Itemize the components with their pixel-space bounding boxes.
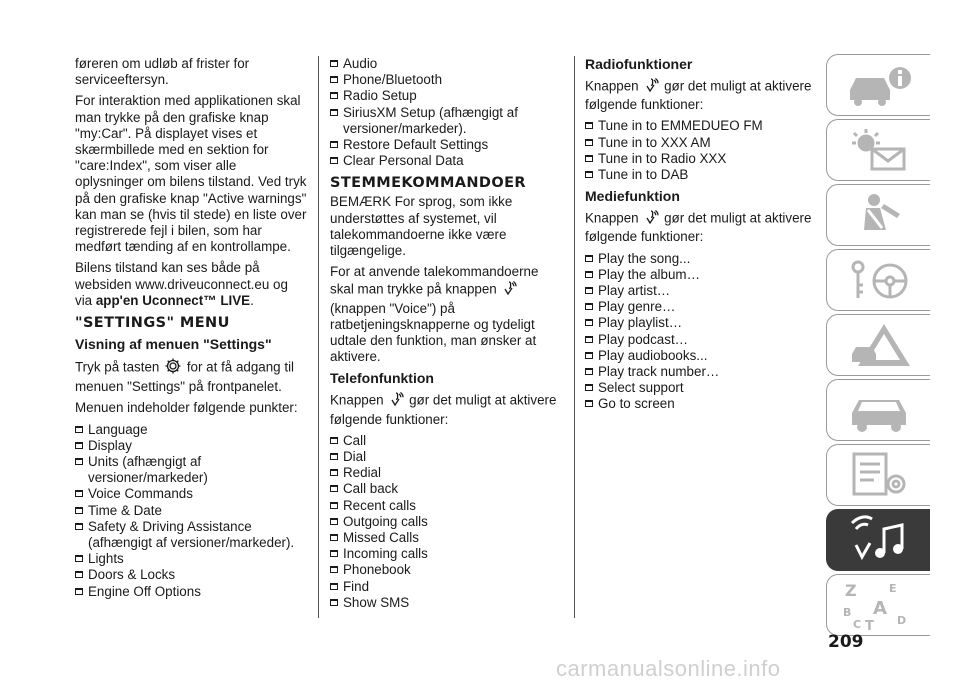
chapter-tab-car-info[interactable] <box>826 54 930 116</box>
bullet-icon <box>330 502 338 509</box>
list-item-text: Play genre… <box>598 299 676 315</box>
list-item <box>75 454 307 486</box>
bullet-icon <box>75 555 83 562</box>
car-info-icon <box>844 60 914 110</box>
bullet-icon <box>585 287 593 294</box>
list-item <box>585 267 815 283</box>
paragraph: BEMÆRK For sprog, som ikke understøttes af systemet, vil talekommandoerne ikke være tilgængelige. <box>330 194 513 259</box>
radio-function-list <box>585 118 815 183</box>
sub-heading: Mediefunktion <box>585 188 680 205</box>
column-1 <box>75 56 307 605</box>
paragraph-text: For at anvende talekommandoerne skal man trykke på knappen <box>330 264 539 298</box>
paragraph-text: Knappen <box>585 210 639 226</box>
list-item <box>585 348 815 364</box>
index-letter: T <box>864 619 874 632</box>
list-item-text: SiriusXM Setup (afhængigt af versioner/markeder). <box>343 104 518 136</box>
paragraph: Menuen indeholder følgende punkter: <box>75 400 298 416</box>
list-item <box>75 567 307 583</box>
list-item-text: Lights <box>88 551 124 567</box>
bullet-icon <box>330 599 338 606</box>
bullet-icon <box>585 400 593 407</box>
list-item <box>75 438 307 454</box>
list-item-text: Play the song... <box>598 250 691 266</box>
voice-button-icon <box>643 77 659 97</box>
chapter-tab-warning-lights[interactable] <box>826 119 930 181</box>
list-item <box>330 105 564 137</box>
key-steering-wheel-icon <box>844 255 914 305</box>
paragraph-text: (knappen "Voice") på ratbetjeningsknapperne og tydeligt udtale den funktion, man ønsker at aktivere. <box>330 300 537 365</box>
bullet-icon <box>330 550 338 557</box>
settings-gear-icon <box>164 357 182 379</box>
bullet-icon <box>75 523 83 530</box>
bullet-icon <box>330 141 338 148</box>
paragraph <box>585 77 815 113</box>
list-item <box>585 251 815 267</box>
list-item-text: Play podcast… <box>598 331 689 347</box>
car-service-icon <box>844 385 914 435</box>
bullet-icon <box>75 490 83 497</box>
warning-light-message-icon <box>844 125 914 175</box>
bullet-icon <box>330 109 338 116</box>
list-item-text: Incoming calls <box>343 546 428 562</box>
list-item <box>585 332 815 348</box>
list-item-text: Select support <box>598 380 684 396</box>
list-item-text: Language <box>88 421 148 437</box>
paragraph-text: Knappen <box>330 393 384 409</box>
list-item <box>330 595 564 611</box>
list-item-text: Play playlist… <box>598 315 683 331</box>
list-item-text: Time & Date <box>88 502 162 518</box>
bullet-icon <box>585 303 593 310</box>
paragraph-text: Tryk på tasten <box>75 359 160 375</box>
sub-heading: Visning af menuen "Settings" <box>75 336 272 353</box>
list-item-text: Play the album… <box>598 266 700 282</box>
column-2 <box>330 56 564 616</box>
list-item-text: Call <box>343 432 367 448</box>
section-heading: STEMMEKOMMANDOER <box>330 175 526 192</box>
bullet-icon <box>585 384 593 391</box>
list-item <box>585 364 815 380</box>
index-letter: C <box>852 618 861 631</box>
index-letter: A <box>872 598 887 619</box>
list-item <box>330 137 564 153</box>
bullet-icon <box>585 139 593 146</box>
paragraph-text: Bilens tilstand kan ses både på websiden www.driveuconnect.eu og via <box>75 260 288 308</box>
list-item <box>585 283 815 299</box>
alphabetical-index-icon <box>839 578 919 632</box>
list-item-text: Display <box>88 437 132 453</box>
list-item-text: Phone/Bluetooth <box>343 72 443 88</box>
seatbelt-airbag-icon <box>844 190 914 240</box>
list-item-text: Engine Off Options <box>88 583 201 599</box>
bullet-icon <box>330 60 338 67</box>
chapter-tab-multimedia[interactable] <box>826 509 930 571</box>
list-item-text: Play track number… <box>598 364 720 380</box>
phone-function-list <box>330 433 564 611</box>
list-item <box>585 380 815 396</box>
list-item <box>75 584 307 600</box>
sub-heading: Radiofunktioner <box>585 56 693 72</box>
chapter-tab-starting[interactable] <box>826 249 930 311</box>
media-function-list <box>585 251 815 413</box>
bullet-icon <box>585 319 593 326</box>
bullet-icon <box>75 507 83 514</box>
index-letter: D <box>896 614 906 627</box>
list-item <box>330 498 564 514</box>
list-item <box>75 503 307 519</box>
list-item <box>585 135 815 151</box>
list-item <box>330 579 564 595</box>
bullet-icon <box>585 368 593 375</box>
column-3 <box>585 56 815 418</box>
bullet-icon <box>330 469 338 476</box>
bullet-icon <box>330 518 338 525</box>
multimedia-note-icon <box>844 515 914 565</box>
list-item <box>585 151 815 167</box>
bullet-icon <box>75 442 83 449</box>
list-item-text: Tune in to XXX AM <box>598 134 711 150</box>
chapter-tab-maintenance[interactable] <box>826 379 930 441</box>
paragraph-text: for at få adgang til menuen "Settings" på frontpanelet. <box>75 359 295 395</box>
list-item-text: Play artist… <box>598 283 671 299</box>
list-item-text: Outgoing calls <box>343 513 428 529</box>
list-item <box>330 514 564 530</box>
bullet-icon <box>585 171 593 178</box>
list-item-text: Play audiobooks... <box>598 347 708 363</box>
bullet-icon <box>330 76 338 83</box>
list-item-text: Redial <box>343 465 381 481</box>
voice-button-icon <box>388 391 404 411</box>
paragraph <box>330 264 564 365</box>
list-item <box>330 465 564 481</box>
list-item <box>330 449 564 465</box>
list-item-text: Audio <box>343 56 378 71</box>
bullet-icon <box>585 122 593 129</box>
bullet-icon <box>75 458 83 465</box>
settings-list <box>75 422 307 600</box>
bullet-icon <box>585 255 593 262</box>
bullet-icon <box>330 485 338 492</box>
column-divider <box>574 56 575 618</box>
list-item-text: Radio Setup <box>343 88 417 104</box>
voice-button-icon <box>643 209 659 229</box>
section-heading: "SETTINGS" MENU <box>75 315 230 332</box>
list-item-text: Voice Commands <box>88 486 193 502</box>
list-item-text: Units (afhængigt af versioner/markeder) <box>88 454 208 486</box>
app-name: app'en Uconnect™ LIVE <box>95 292 251 308</box>
settings-list-continued <box>330 56 564 169</box>
list-item-text: Doors & Locks <box>88 567 176 583</box>
list-item-text: Recent calls <box>343 497 416 513</box>
bullet-icon <box>585 155 593 162</box>
list-item <box>75 519 307 551</box>
list-item <box>330 88 564 104</box>
paragraph-text: gør det muligt at aktivere følgende funktioner: <box>585 210 812 245</box>
list-item <box>330 433 564 449</box>
list-item <box>330 530 564 546</box>
bullet-icon <box>75 571 83 578</box>
list-item-text: Tune in to EMMEDUEO FM <box>598 118 763 134</box>
bullet-icon <box>585 352 593 359</box>
list-item-text: Show SMS <box>343 594 410 610</box>
chapter-tab-emergency[interactable] <box>826 314 930 376</box>
chapter-tab-safety[interactable] <box>826 184 930 246</box>
bullet-icon <box>330 437 338 444</box>
list-item <box>330 56 564 72</box>
list-item <box>330 546 564 562</box>
paragraph: For interaktion med applikationen skal man trykke på den grafiske knap "my:Car". På displayet vises et skærmbillede med en sektion for "care:Index", som viser alle oplysninger om bilens tilstand. Ved tryk på den grafiske knap "Active warnings" kan man se (hvis til stede) en liste over registrerede fejl i bilen, som har medført tænding af en kontrollampe. <box>75 93 307 255</box>
voice-button-icon <box>501 280 517 300</box>
index-letter: B <box>842 606 851 619</box>
list-item-text: Clear Personal Data <box>343 153 464 169</box>
bullet-icon <box>75 426 83 433</box>
paragraph: føreren om udløb af frister for serviceeftersyn. <box>75 56 250 88</box>
list-item <box>330 72 564 88</box>
bullet-icon <box>330 92 338 99</box>
paragraph <box>75 357 307 395</box>
paragraph <box>330 391 564 427</box>
paragraph-text: Knappen <box>585 78 639 94</box>
paragraph-text: gør det muligt at aktivere følgende funktioner: <box>330 393 557 427</box>
bullet-icon <box>585 336 593 343</box>
list-item-text: Missed Calls <box>343 530 419 546</box>
index-letter: E <box>888 582 897 595</box>
list-item <box>330 562 564 578</box>
list-item <box>75 422 307 438</box>
paragraph-text: gør det muligt at aktivere følgende funktioner: <box>585 78 812 113</box>
list-item-text: Tune in to DAB <box>598 167 689 183</box>
bullet-icon <box>585 271 593 278</box>
warning-triangle-car-icon <box>844 320 914 370</box>
list-item-text: Call back <box>343 481 399 497</box>
paragraph <box>585 209 815 245</box>
watermark: carmanualsonline.info <box>556 656 781 681</box>
bullet-icon <box>330 157 338 164</box>
list-item <box>585 315 815 331</box>
list-item <box>330 481 564 497</box>
bullet-icon <box>330 453 338 460</box>
list-item <box>75 551 307 567</box>
sub-heading: Telefonfunktion <box>330 370 434 387</box>
column-divider <box>318 56 319 618</box>
checklist-gear-icon <box>844 450 914 500</box>
index-letter: Z <box>844 581 857 600</box>
page-number: 209 <box>828 632 864 652</box>
list-item <box>585 299 815 315</box>
list-item-text: Dial <box>343 449 367 465</box>
list-item-text: Phonebook <box>343 562 411 578</box>
bullet-icon <box>75 588 83 595</box>
list-item-text: Find <box>343 578 370 594</box>
period: . <box>250 292 254 308</box>
paragraph <box>75 260 307 309</box>
list-item <box>585 118 815 134</box>
list-item <box>75 486 307 502</box>
list-item <box>585 396 815 412</box>
bullet-icon <box>330 534 338 541</box>
bullet-icon <box>330 583 338 590</box>
list-item-text: Tune in to Radio XXX <box>598 150 727 166</box>
chapter-tab-technical-data[interactable] <box>826 444 930 506</box>
chapter-tab-index[interactable] <box>826 574 930 636</box>
list-item-text: Restore Default Settings <box>343 137 489 153</box>
list-item-text: Safety & Driving Assistance (afhængigt af versioner/markeder). <box>88 518 295 551</box>
list-item-text: Go to screen <box>598 396 675 412</box>
list-item <box>585 167 815 183</box>
list-item <box>330 153 564 169</box>
bullet-icon <box>330 566 338 573</box>
